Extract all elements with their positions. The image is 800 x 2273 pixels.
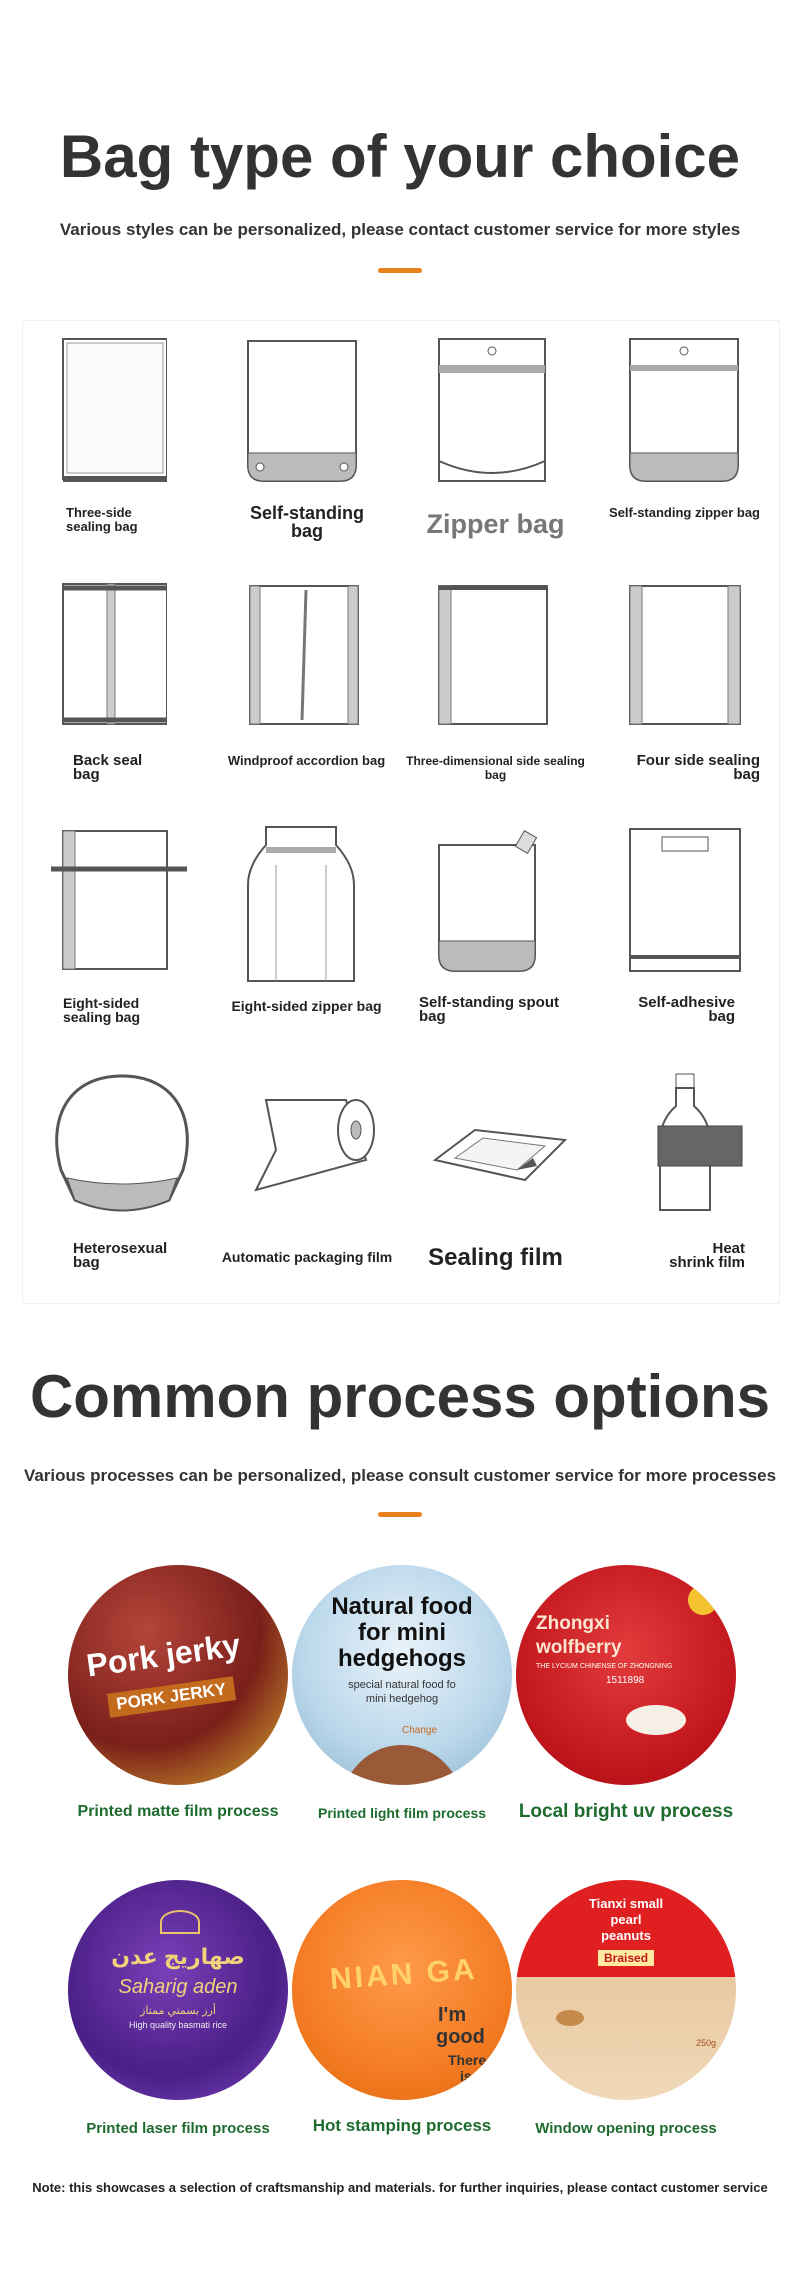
bag-item-back-seal bbox=[23, 566, 212, 811]
bag-label: Eight-sided sealing bag bbox=[63, 995, 141, 1025]
crane-shape bbox=[626, 1705, 686, 1735]
process-label: Printed matte film process bbox=[77, 1803, 279, 1820]
sample-text: good bbox=[436, 2026, 485, 2048]
bag-label: Self-standing bag bbox=[249, 503, 364, 541]
eight-sided-zipper-bag-icon bbox=[236, 825, 366, 985]
sample-text: 250g bbox=[696, 2038, 717, 2048]
hedgehog-shape bbox=[342, 1745, 462, 1785]
bottle-shrink-icon bbox=[614, 1070, 764, 1220]
sample-text: is bbox=[460, 2068, 472, 2084]
process-label: Printed laser film process bbox=[86, 2120, 270, 2137]
standing-zipper-bag-icon bbox=[614, 335, 754, 485]
eight-sided-bag-icon bbox=[47, 825, 197, 975]
process-label: Window opening process bbox=[535, 2120, 717, 2137]
bag-label: Heterosexual bag bbox=[73, 1240, 168, 1271]
crown-shape bbox=[160, 1910, 200, 1934]
film-roll-icon bbox=[236, 1070, 386, 1220]
three-side-bag-icon bbox=[47, 335, 167, 485]
bag-section-title: Bag type of your choice bbox=[59, 123, 741, 190]
process-section-subtitle: Various processes can be personalized, please consult customer service for more processes bbox=[23, 1466, 777, 1485]
bag-label: Sealing film bbox=[428, 1244, 563, 1271]
badge-shape bbox=[688, 1585, 718, 1615]
bag-label: Back seal bag bbox=[73, 752, 143, 783]
bag-label: Three-side sealing bag bbox=[66, 505, 138, 534]
sample-text: I'm bbox=[438, 2004, 467, 2026]
process-label: Hot stamping process bbox=[312, 2116, 492, 2135]
process-uv bbox=[516, 1565, 736, 1865]
bag-label: Self-standing spout bag bbox=[419, 994, 559, 1025]
sample-text: pearl bbox=[610, 1912, 642, 1927]
bag-item-3d-side bbox=[401, 566, 590, 811]
four-side-bag-icon bbox=[614, 580, 754, 730]
bag-label: Heat shrink film bbox=[669, 1240, 745, 1271]
sample-text: High quality basmati rice bbox=[128, 2020, 228, 2030]
process-label: Printed light film process bbox=[317, 1805, 487, 1821]
sample-text: mini hedgehog bbox=[365, 1693, 439, 1705]
process-matte bbox=[68, 1565, 288, 1865]
bag-item-spout bbox=[401, 811, 590, 1056]
sample-text: special natural food fo bbox=[348, 1679, 456, 1691]
sample-text: wolfberry bbox=[536, 1637, 622, 1658]
bag-item-eight-sided bbox=[23, 811, 212, 1056]
bag-label: Self-standing zipper bag bbox=[609, 505, 760, 520]
sample-light-image bbox=[292, 1565, 512, 1785]
bag-item-four-side bbox=[590, 566, 779, 811]
bag-item-three-side bbox=[23, 321, 212, 566]
sample-text: Saharig aden bbox=[118, 1976, 238, 1998]
sample-text: THE LYCIUM CHINENSE OF ZHONGNING bbox=[536, 1663, 673, 1670]
spout-bag-icon bbox=[425, 825, 555, 975]
sample-text: أرز بسمتي ممتاز bbox=[140, 2005, 216, 2017]
footer-note: Note: this showcases a selection of craftsmanship and materials. for further inquiries, please contact customer service bbox=[32, 2180, 768, 2195]
back-seal-bag-icon bbox=[47, 580, 167, 730]
bag-item-zipper bbox=[401, 321, 590, 566]
process-light bbox=[292, 1565, 512, 1865]
sample-text: Tianxi small bbox=[588, 1896, 664, 1911]
bag-item-accordion bbox=[212, 566, 401, 811]
standing-bag-icon bbox=[236, 335, 366, 485]
zipper-bag-icon bbox=[425, 335, 555, 485]
title-accent-bar bbox=[378, 268, 422, 273]
bag-label: Three-dimensional side sealing bag bbox=[406, 754, 585, 782]
bag-item-eight-sided-zipper bbox=[212, 811, 401, 1056]
sample-text: for mini bbox=[358, 1619, 446, 1646]
sample-text: PORK JERKY bbox=[107, 1676, 236, 1717]
sample-matte-image bbox=[68, 1565, 288, 1785]
process-window bbox=[516, 1880, 736, 2180]
bag-grid bbox=[22, 320, 780, 1304]
sample-text: NIAN GA bbox=[328, 1952, 479, 1997]
3d-side-bag-icon bbox=[425, 580, 555, 730]
sample-laser-image bbox=[68, 1880, 288, 2100]
peanut-shape bbox=[556, 2010, 584, 2026]
sample-uv-image bbox=[516, 1565, 736, 1785]
process-laser bbox=[68, 1880, 288, 2180]
bag-item-self-adhesive bbox=[590, 811, 779, 1056]
bag-item-film-roll bbox=[212, 1056, 401, 1301]
sample-text: Pork jerky bbox=[84, 1626, 243, 1684]
sealing-film-icon bbox=[425, 1070, 575, 1220]
bag-label: Zipper bag bbox=[426, 509, 565, 539]
bag-item-heat-shrink bbox=[590, 1056, 779, 1301]
bag-item-standing-zipper bbox=[590, 321, 779, 566]
bag-item-sealing-film bbox=[401, 1056, 590, 1301]
sample-window-image bbox=[516, 1880, 736, 2100]
sample-text: 1511898 bbox=[606, 1675, 645, 1686]
bag-label: Automatic packaging film bbox=[221, 1249, 393, 1265]
bag-label: Four side sealing bag bbox=[636, 752, 760, 783]
process-hot-stamping bbox=[292, 1880, 512, 2180]
sample-text: Zhongxi bbox=[536, 1613, 610, 1634]
sample-text: Change bbox=[402, 1725, 438, 1736]
title-accent-bar bbox=[378, 1512, 422, 1517]
sample-text: Natural food bbox=[331, 1593, 473, 1620]
bag-label: Self-adhesive bag bbox=[638, 994, 735, 1025]
bag-item-shaped bbox=[23, 1056, 212, 1301]
sample-text: Braised bbox=[598, 1950, 654, 1966]
sample-hot-stamping-image bbox=[292, 1880, 512, 2100]
bag-section-subtitle: Various styles can be personalized, please contact customer service for more styles bbox=[59, 220, 741, 239]
shaped-bag-icon bbox=[47, 1070, 197, 1220]
self-adhesive-bag-icon bbox=[614, 825, 754, 975]
process-section-title: Common process options bbox=[29, 1363, 771, 1430]
bag-label: Eight-sided zipper bag bbox=[231, 998, 382, 1014]
bag-label: Windproof accordion bag bbox=[227, 753, 386, 768]
sample-text: There bbox=[448, 2052, 487, 2068]
accordion-bag-icon bbox=[236, 580, 366, 730]
sample-text: peanuts bbox=[601, 1928, 651, 1943]
bag-item-standing bbox=[212, 321, 401, 566]
sample-text: صهاريج عدن bbox=[111, 1944, 245, 1969]
process-label: Local bright uv process bbox=[518, 1801, 734, 1822]
sample-text: hedgehogs bbox=[337, 1645, 466, 1672]
